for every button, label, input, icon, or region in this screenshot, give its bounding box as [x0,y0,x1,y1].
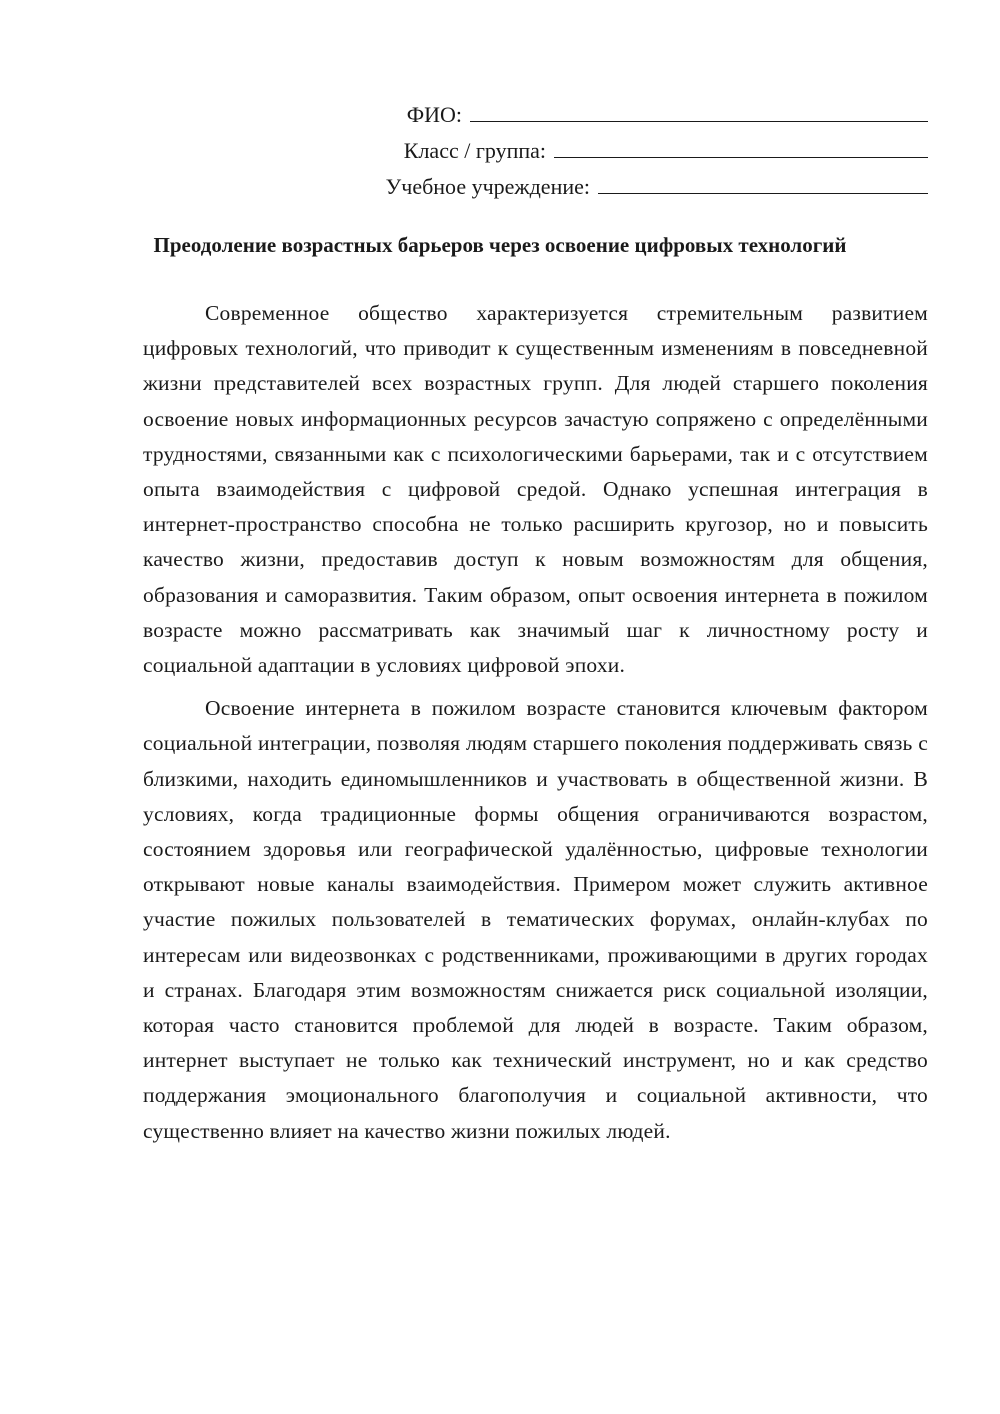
fio-field-row [328,92,928,128]
fio-blank-line[interactable] [470,121,928,122]
paragraph-1: Современное общество характеризуется стремительным развитием цифровых технологий, что приводит к существенным изменениям в повседневной жизни представителей всех возрастных групп. Для людей старшего поколения освоение новых информационных ресурсов зачастую сопряжено с определёнными трудностями, связанными как с психологическими барьерами, так и с отсутствием опыта взаимодействия с цифровой средой. Однако успешная интеграция в интернет-пространство способна не только расширить кругозор, но и повысить качество жизни, предоставив доступ к новым возможностям для общения, образования и саморазвития. Таким образом, опыт освоения интернета в пожилом возрасте можно рассматривать как значимый шаг к личностному росту и социальной адаптации в условиях цифровой эпохи. [143,301,928,678]
document-body [143,296,928,1157]
fio-label: ФИО: [406,102,462,127]
document-title: Преодоление возрастных барьеров через освоение цифровых технологий [153,233,847,257]
school-blank-line[interactable] [598,193,928,194]
school-field-row [328,164,928,200]
class-label: Класс / группа: [403,138,546,163]
class-blank-line[interactable] [554,157,928,158]
class-field-row [328,128,928,164]
school-label: Учебное учреждение: [385,174,590,199]
paragraph-2: Освоение интернета в пожилом возрасте становится ключевым фактором социальной интеграции, позволяя людям старшего поколения поддерживать связь с близкими, находить единомышленников и участвовать в общественной жизни. В условиях, когда традиционные формы общения ограничиваются возрастом, состоянием здоровья или географической удалённостью, цифровые технологии открывают новые каналы взаимодействия. Примером может служить активное участие пожилых пользователей в тематических форумах, онлайн-клубах по интересам или видеозвонках с родственниками, проживающими в других городах и странах. Благодаря этим возможностям снижается риск социальной изоляции, которая часто становится проблемой для людей в возрасте. Таким образом, интернет выступает не только как технический инструмент, но и как средство поддержания эмоционального благополучия и социальной активности, что существенно влияет на качество жизни пожилых людей. [143,696,928,1143]
student-info-block [328,92,928,200]
